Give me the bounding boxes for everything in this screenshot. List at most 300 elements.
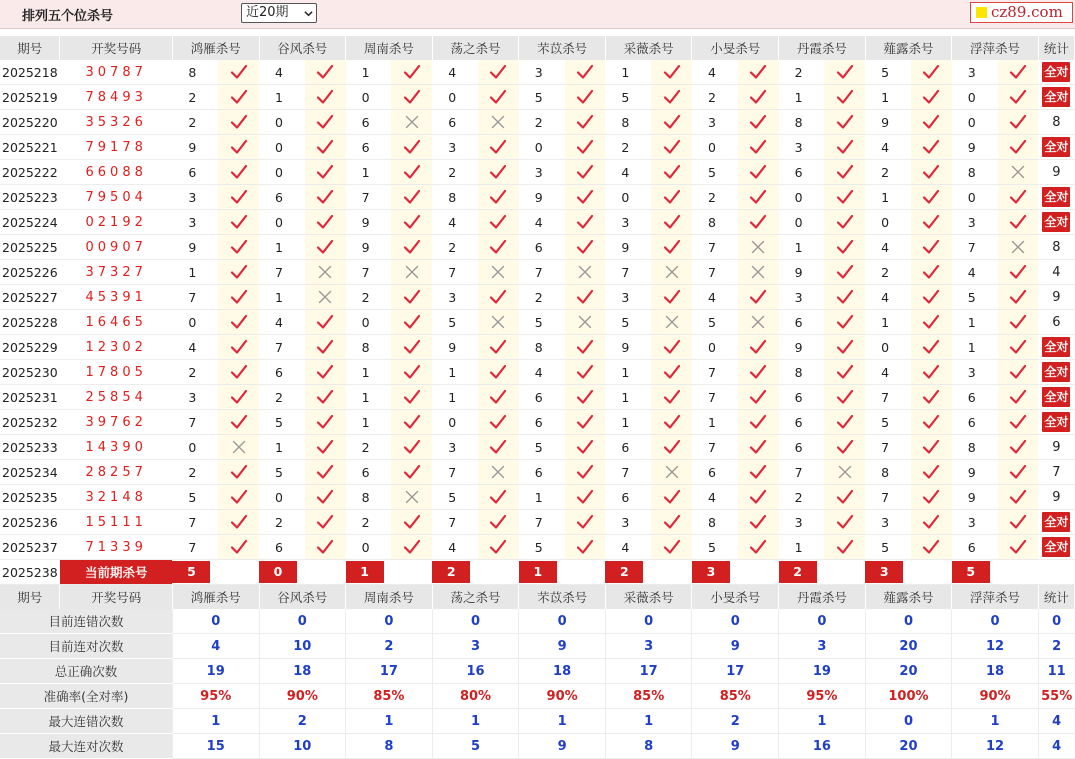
correct-mark [565, 85, 606, 110]
kill-number: 1 [605, 360, 651, 385]
summary-label: 目前连对次数 [0, 634, 172, 659]
kill-number: 5 [952, 285, 998, 310]
check-icon [489, 89, 507, 105]
column-header-stat: 统计 [1038, 36, 1074, 60]
kill-number: 9 [865, 110, 911, 135]
check-icon [922, 539, 940, 555]
check-icon [749, 514, 767, 530]
check-icon [1009, 339, 1027, 355]
kill-number: 3 [432, 285, 478, 310]
summary-row [0, 634, 1075, 659]
draw-numbers: 78493 [60, 85, 172, 110]
check-icon [230, 264, 248, 280]
row-stat [1038, 335, 1074, 360]
kill-number: 5 [519, 85, 565, 110]
kill-number: 5 [865, 410, 911, 435]
current-kill-number [432, 560, 519, 585]
kill-number: 5 [692, 535, 738, 560]
correct-mark [824, 385, 865, 410]
current-kill-value: 1 [346, 561, 384, 583]
check-icon [576, 189, 594, 205]
chevron-down-icon [304, 9, 313, 18]
check-icon [576, 414, 594, 430]
all-correct-badge: 全对 [1042, 387, 1070, 407]
correct-mark [565, 185, 606, 210]
table-row [0, 410, 1075, 435]
kill-number: 9 [779, 335, 825, 360]
summary-value: 0 [779, 609, 866, 634]
kill-number: 1 [346, 410, 392, 435]
check-icon [922, 364, 940, 380]
summary-value: 2 [346, 634, 433, 659]
check-icon [1009, 214, 1027, 230]
wrong-mark [478, 110, 519, 135]
kill-number: 8 [779, 360, 825, 385]
correct-mark [824, 160, 865, 185]
current-kill-value: 5 [172, 561, 210, 583]
kill-number: 5 [865, 535, 911, 560]
check-icon [663, 64, 681, 80]
check-icon [403, 414, 421, 430]
kill-number: 6 [779, 410, 825, 435]
kill-number: 5 [432, 310, 478, 335]
check-icon [749, 414, 767, 430]
summary-value: 0 [865, 609, 952, 634]
current-kill-number [865, 560, 952, 585]
kill-number: 5 [519, 535, 565, 560]
correct-mark [218, 60, 259, 85]
column-header-expert[interactable]: 鸿雁杀号 [172, 36, 259, 60]
summary-value: 19 [779, 659, 866, 684]
correct-mark [391, 160, 432, 185]
kill-number: 1 [259, 435, 305, 460]
summary-value: 16 [779, 734, 866, 759]
issue-number: 2025229 [0, 335, 60, 360]
check-icon [836, 289, 854, 305]
kill-number: 7 [865, 435, 911, 460]
column-header-expert[interactable]: 谷风杀号 [259, 585, 346, 610]
column-header-expert[interactable]: 荡之杀号 [432, 36, 519, 60]
kill-number: 9 [519, 185, 565, 210]
check-icon [749, 214, 767, 230]
summary-value: 20 [865, 659, 952, 684]
check-icon [836, 389, 854, 405]
row-stat [1038, 85, 1074, 110]
correct-mark [391, 85, 432, 110]
draw-numbers: 39762 [60, 410, 172, 435]
kill-number: 8 [779, 110, 825, 135]
row-stat: 7 [1038, 460, 1074, 485]
kill-number: 0 [259, 135, 305, 160]
check-icon [663, 89, 681, 105]
check-icon [663, 114, 681, 130]
column-header-expert[interactable]: 小旻杀号 [692, 585, 779, 610]
check-icon [316, 314, 334, 330]
correct-mark [391, 535, 432, 560]
table-row [0, 435, 1075, 460]
check-icon [1009, 264, 1027, 280]
summary-value: 0 [692, 609, 779, 634]
correct-mark [911, 260, 952, 285]
check-icon [836, 64, 854, 80]
cross-icon [490, 114, 506, 130]
correct-mark [478, 60, 519, 85]
kill-number: 0 [779, 210, 825, 235]
correct-mark [305, 460, 346, 485]
kill-number: 7 [865, 385, 911, 410]
kill-number: 6 [259, 535, 305, 560]
correct-mark [738, 110, 779, 135]
cross-icon [317, 264, 333, 280]
kill-number: 8 [865, 460, 911, 485]
current-kill-number [952, 560, 1039, 585]
kill-number: 2 [779, 60, 825, 85]
correct-mark [305, 85, 346, 110]
check-icon [836, 139, 854, 155]
bottom-header-row [0, 585, 1075, 610]
current-kill-value: 2 [779, 561, 817, 583]
check-icon [576, 439, 594, 455]
correct-mark [998, 460, 1039, 485]
correct-mark [565, 410, 606, 435]
kill-number: 0 [952, 185, 998, 210]
kill-number: 0 [692, 135, 738, 160]
column-header-draw: 开奖号码 [60, 585, 172, 610]
check-icon [1009, 514, 1027, 530]
kill-number: 2 [865, 260, 911, 285]
kill-number: 0 [692, 335, 738, 360]
table-row [0, 135, 1075, 160]
check-icon [576, 489, 594, 505]
correct-mark [305, 135, 346, 160]
check-icon [403, 314, 421, 330]
correct-mark [305, 110, 346, 135]
correct-mark [218, 410, 259, 435]
column-header-expert[interactable]: 鸿雁杀号 [172, 585, 259, 610]
cross-icon [490, 314, 506, 330]
wrong-mark [738, 235, 779, 260]
kill-number: 5 [605, 85, 651, 110]
kill-number: 2 [432, 235, 478, 260]
summary-value: 9 [519, 734, 606, 759]
kill-number: 2 [865, 160, 911, 185]
column-header-expert[interactable]: 芣苡杀号 [519, 36, 606, 60]
kill-number: 3 [952, 360, 998, 385]
current-kill-value: 1 [519, 561, 557, 583]
site-logo[interactable] [970, 2, 1073, 23]
column-header-expert[interactable]: 小旻杀号 [692, 36, 779, 60]
kill-number: 1 [346, 60, 392, 85]
correct-mark [998, 385, 1039, 410]
correct-mark [391, 410, 432, 435]
column-header-expert[interactable]: 浮萍杀号 [952, 36, 1039, 60]
kill-number: 1 [605, 410, 651, 435]
row-stat [1038, 185, 1074, 210]
table-row [0, 360, 1075, 385]
check-icon [836, 339, 854, 355]
kill-number: 2 [259, 510, 305, 535]
wrong-mark [305, 285, 346, 310]
cross-icon [317, 289, 333, 305]
check-icon [922, 214, 940, 230]
correct-mark [305, 535, 346, 560]
check-icon [749, 439, 767, 455]
column-header-expert[interactable]: 周南杀号 [346, 36, 433, 60]
column-header-expert[interactable]: 谷风杀号 [259, 36, 346, 60]
kill-number: 6 [346, 135, 392, 160]
column-header-expert[interactable]: 浮萍杀号 [952, 585, 1039, 610]
column-header-expert[interactable]: 采薇杀号 [605, 585, 692, 610]
summary-value: 1 [519, 709, 606, 734]
check-icon [576, 514, 594, 530]
correct-mark [911, 385, 952, 410]
kill-number: 8 [692, 210, 738, 235]
row-stat [1038, 360, 1074, 385]
check-icon [230, 314, 248, 330]
check-icon [836, 114, 854, 130]
correct-mark [305, 385, 346, 410]
draw-numbers: 14390 [60, 435, 172, 460]
check-icon [489, 164, 507, 180]
table-body [0, 60, 1075, 560]
check-icon [316, 439, 334, 455]
all-correct-badge: 全对 [1042, 212, 1070, 232]
check-icon [403, 64, 421, 80]
wrong-mark [478, 260, 519, 285]
check-icon [836, 414, 854, 430]
check-icon [230, 89, 248, 105]
correct-mark [478, 485, 519, 510]
column-header-expert[interactable]: 薤露杀号 [865, 585, 952, 610]
kill-number: 8 [519, 335, 565, 360]
correct-mark [824, 110, 865, 135]
row-stat: 4 [1038, 260, 1074, 285]
check-icon [836, 539, 854, 555]
correct-mark [218, 360, 259, 385]
correct-mark [738, 485, 779, 510]
kill-number: 1 [432, 360, 478, 385]
correct-mark [738, 210, 779, 235]
correct-mark [824, 535, 865, 560]
kill-number: 7 [779, 460, 825, 485]
check-icon [1009, 389, 1027, 405]
kill-number: 0 [952, 110, 998, 135]
column-header-expert[interactable]: 周南杀号 [346, 585, 433, 610]
check-icon [1009, 489, 1027, 505]
kill-number: 0 [346, 85, 392, 110]
table-row [0, 185, 1075, 210]
correct-mark [218, 185, 259, 210]
summary-label: 最大连对次数 [0, 734, 172, 759]
cross-icon [577, 264, 593, 280]
check-icon [749, 139, 767, 155]
summary-value: 0 [605, 609, 692, 634]
row-stat: 9 [1038, 435, 1074, 460]
correct-mark [218, 460, 259, 485]
row-stat [1038, 385, 1074, 410]
period-select[interactable] [241, 3, 317, 23]
summary-value: 17 [692, 659, 779, 684]
check-icon [489, 439, 507, 455]
check-icon [663, 139, 681, 155]
correct-mark [218, 335, 259, 360]
check-icon [836, 189, 854, 205]
correct-mark [218, 210, 259, 235]
kill-number: 6 [605, 435, 651, 460]
kill-number: 3 [605, 510, 651, 535]
kill-number: 7 [952, 235, 998, 260]
check-icon [316, 239, 334, 255]
wrong-mark [738, 310, 779, 335]
correct-mark [911, 235, 952, 260]
summary-value: 0 [259, 609, 346, 634]
kill-number: 6 [779, 435, 825, 460]
correct-mark [651, 285, 692, 310]
check-icon [922, 489, 940, 505]
all-correct-badge: 全对 [1042, 187, 1070, 207]
kill-number: 7 [346, 185, 392, 210]
check-icon [316, 89, 334, 105]
kill-number: 4 [865, 360, 911, 385]
check-icon [749, 64, 767, 80]
kill-number: 5 [259, 460, 305, 485]
column-header-expert[interactable]: 采薇杀号 [605, 36, 692, 60]
kill-number: 6 [432, 110, 478, 135]
correct-mark [738, 385, 779, 410]
summary-stat: 4 [1038, 734, 1074, 759]
summary-value: 0 [519, 609, 606, 634]
summary-value: 80% [432, 684, 519, 709]
kill-number: 3 [779, 285, 825, 310]
summary-label: 准确率(全对率) [0, 684, 172, 709]
correct-mark [305, 485, 346, 510]
check-icon [316, 364, 334, 380]
kill-number: 1 [346, 385, 392, 410]
correct-mark [998, 485, 1039, 510]
summary-value: 0 [432, 609, 519, 634]
check-icon [1009, 89, 1027, 105]
kill-number: 2 [779, 485, 825, 510]
summary-value: 90% [952, 684, 1039, 709]
kill-number: 3 [172, 210, 218, 235]
wrong-mark [824, 460, 865, 485]
correct-mark [824, 185, 865, 210]
correct-mark [305, 160, 346, 185]
kill-number: 7 [259, 260, 305, 285]
summary-value: 12 [952, 634, 1039, 659]
correct-mark [478, 510, 519, 535]
kill-number: 8 [952, 435, 998, 460]
kill-number: 6 [952, 535, 998, 560]
column-header-issue: 期号 [0, 36, 60, 60]
kill-number: 6 [605, 485, 651, 510]
column-header-expert[interactable]: 荡之杀号 [432, 585, 519, 610]
summary-value: 0 [865, 709, 952, 734]
correct-mark [738, 510, 779, 535]
cross-icon [664, 314, 680, 330]
cross-icon [490, 264, 506, 280]
table-row [0, 385, 1075, 410]
kill-number: 1 [779, 535, 825, 560]
cross-icon [1010, 239, 1026, 255]
check-icon [403, 539, 421, 555]
correct-mark [998, 435, 1039, 460]
kill-number: 1 [346, 160, 392, 185]
kill-number: 6 [952, 410, 998, 435]
draw-numbers: 28257 [60, 460, 172, 485]
kill-number: 7 [692, 360, 738, 385]
correct-mark [218, 85, 259, 110]
kill-number: 0 [259, 210, 305, 235]
correct-mark [651, 510, 692, 535]
column-header-expert[interactable]: 芣苡杀号 [519, 585, 606, 610]
correct-mark [478, 535, 519, 560]
check-icon [230, 389, 248, 405]
kill-number: 6 [259, 185, 305, 210]
kill-number: 5 [172, 485, 218, 510]
kill-number: 7 [172, 535, 218, 560]
correct-mark [305, 210, 346, 235]
check-icon [576, 539, 594, 555]
kill-number: 9 [346, 210, 392, 235]
column-header-expert[interactable]: 丹霞杀号 [779, 585, 866, 610]
check-icon [663, 539, 681, 555]
check-icon [316, 214, 334, 230]
wrong-mark [478, 310, 519, 335]
kill-number: 1 [779, 235, 825, 260]
issue-number: 2025234 [0, 460, 60, 485]
check-icon [663, 164, 681, 180]
all-correct-badge: 全对 [1042, 362, 1070, 382]
check-icon [922, 114, 940, 130]
correct-mark [478, 160, 519, 185]
correct-mark [911, 135, 952, 160]
kill-number: 7 [692, 260, 738, 285]
check-icon [663, 239, 681, 255]
correct-mark [565, 285, 606, 310]
correct-mark [738, 435, 779, 460]
kill-number: 4 [259, 60, 305, 85]
correct-mark [478, 210, 519, 235]
kill-number: 0 [259, 160, 305, 185]
check-icon [922, 89, 940, 105]
kill-number: 2 [519, 285, 565, 310]
check-icon [403, 214, 421, 230]
wrong-mark [391, 260, 432, 285]
kill-number: 4 [519, 210, 565, 235]
correct-mark [738, 135, 779, 160]
correct-mark [911, 510, 952, 535]
column-header-expert[interactable]: 丹霞杀号 [779, 36, 866, 60]
row-stat [1038, 410, 1074, 435]
check-icon [749, 339, 767, 355]
correct-mark [998, 410, 1039, 435]
draw-numbers: 17805 [60, 360, 172, 385]
check-icon [230, 139, 248, 155]
correct-mark [738, 185, 779, 210]
correct-mark [218, 510, 259, 535]
wrong-mark [565, 310, 606, 335]
correct-mark [824, 310, 865, 335]
check-icon [230, 189, 248, 205]
column-header-expert[interactable]: 薤露杀号 [865, 36, 952, 60]
kill-number: 7 [172, 285, 218, 310]
summary-row [0, 734, 1075, 759]
all-correct-badge: 全对 [1042, 537, 1070, 557]
kill-number: 3 [519, 60, 565, 85]
correct-mark [824, 235, 865, 260]
check-icon [922, 164, 940, 180]
